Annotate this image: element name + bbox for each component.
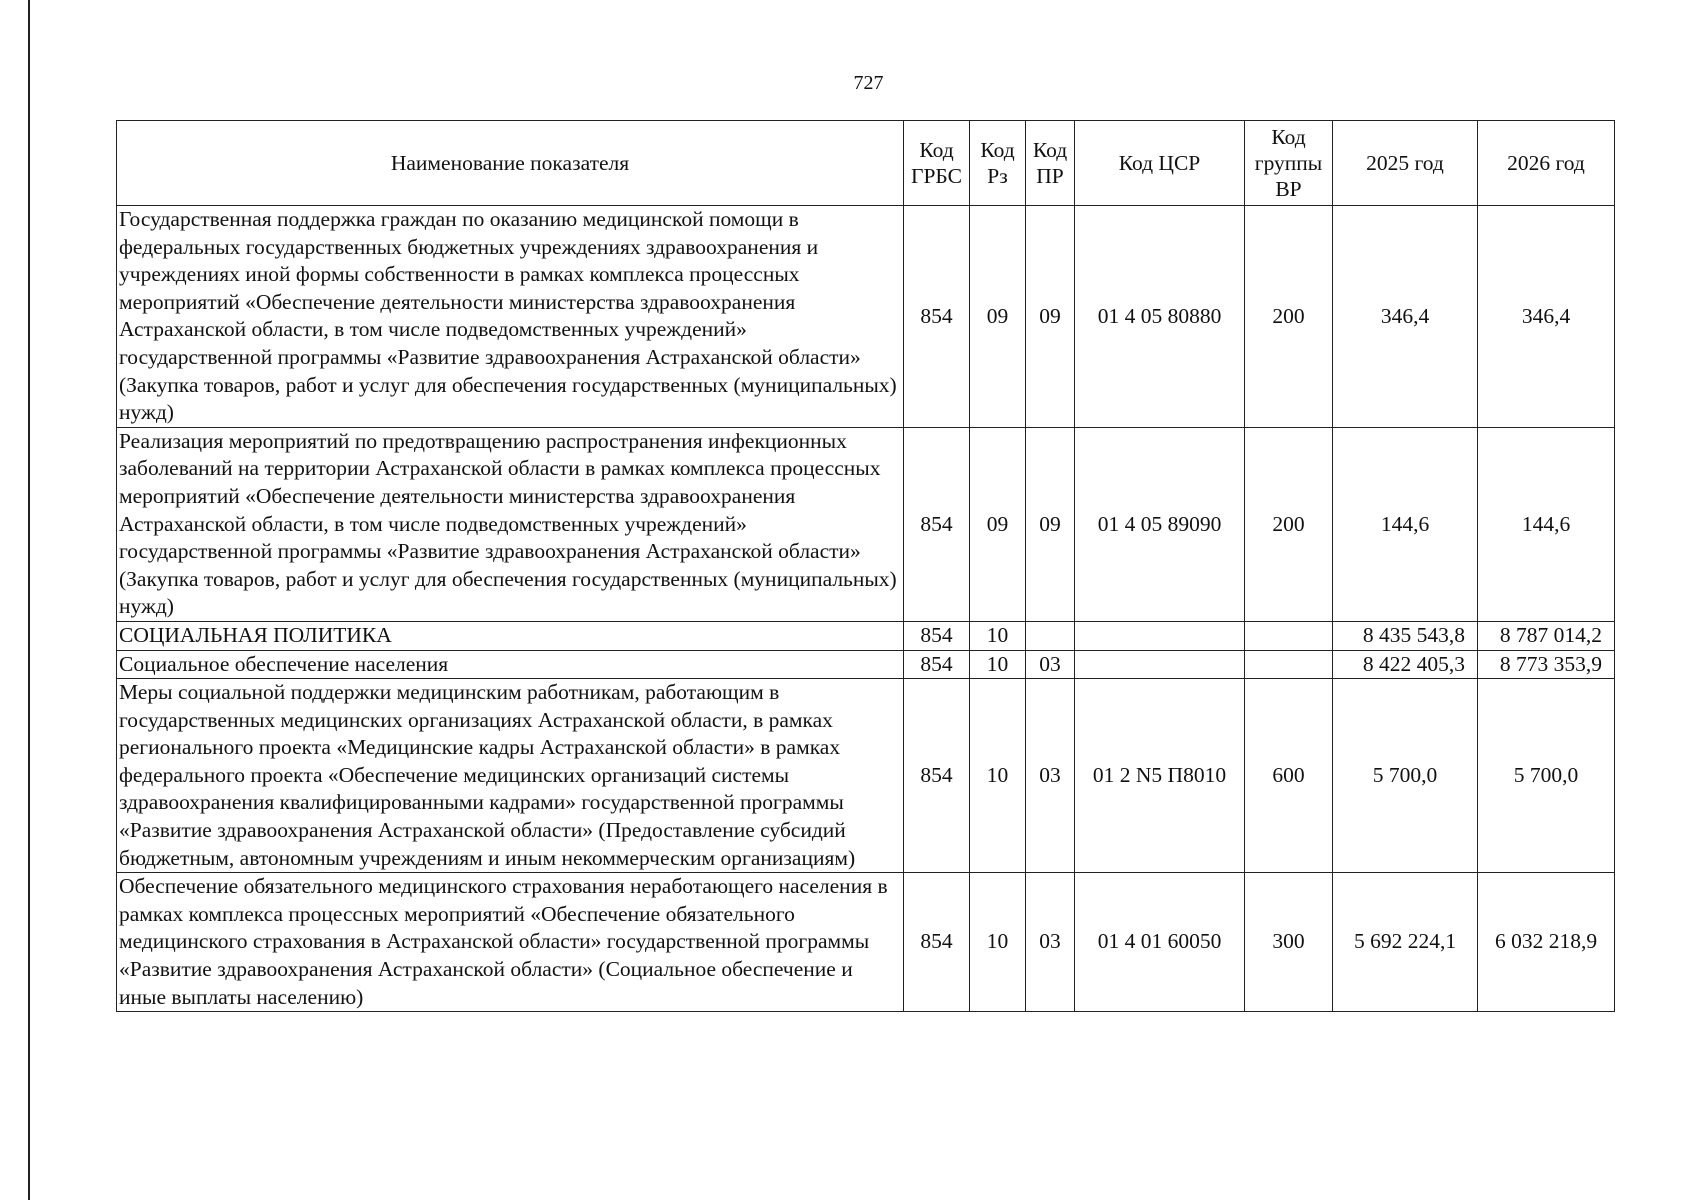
budget-table [116, 120, 1615, 1012]
row-csr [1075, 650, 1245, 679]
table-body [117, 206, 1615, 1012]
row-pr: 03 [1026, 873, 1075, 1012]
row-vr: 600 [1245, 679, 1333, 873]
row-grbs: 854 [904, 621, 970, 650]
row-grbs: 854 [904, 427, 970, 621]
row-csr [1075, 621, 1245, 650]
row-2026: 6 032 218,9 [1478, 873, 1615, 1012]
row-2026: 346,4 [1478, 206, 1615, 428]
row-vr [1245, 621, 1333, 650]
row-vr: 200 [1245, 206, 1333, 428]
row-grbs: 854 [904, 206, 970, 428]
header-row [117, 121, 1615, 206]
row-rz: 10 [970, 621, 1026, 650]
row-rz: 10 [970, 873, 1026, 1012]
header-grbs: Код ГРБС [904, 121, 970, 206]
row-csr: 01 4 05 80880 [1075, 206, 1245, 428]
row-name: Обеспечение обязательного медицинского страхования неработающего населения в рамках комплекса процессных мероприятий «Обеспечение обязательного медицинского страхования в Астраханской области» государственной программы «Развитие здравоохранения Астраханской области» (Социальное обеспечение и иные выплаты населению) [117, 873, 904, 1012]
row-pr [1026, 621, 1075, 650]
row-name: СОЦИАЛЬНАЯ ПОЛИТИКА [117, 621, 904, 650]
row-grbs: 854 [904, 873, 970, 1012]
row-2025: 346,4 [1333, 206, 1478, 428]
table-row [117, 427, 1615, 621]
header-rz: Код Рз [970, 121, 1026, 206]
table-header [117, 121, 1615, 206]
row-2025: 8 435 543,8 [1333, 621, 1478, 650]
row-pr: 03 [1026, 679, 1075, 873]
row-pr: 09 [1026, 427, 1075, 621]
row-name: Государственная поддержка граждан по оказанию медицинской помощи в федеральных государственных бюджетных учреждениях здравоохранения и учреждениях иной формы собственности в рамках комплекса процессных мероприятий «Обеспечение деятельности министерства здравоохранения Астраханской области, в том числе подведомственных учреждений» государственной программы «Развитие здравоохранения Астраханской области» (Закупка товаров, работ и услуг для обеспечения государственных (муниципальных) нужд) [117, 206, 904, 428]
table-row [117, 206, 1615, 428]
table-row [117, 650, 1615, 679]
header-csr: Код ЦСР [1075, 121, 1245, 206]
row-name: Меры социальной поддержки медицинским работникам, работающим в государственных медицинских организациях Астраханской области, в рамках регионального проекта «Медицинские кадры Астраханской области» в рамках федерального проекта «Обеспечение медицинских организаций системы здравоохранения квалифицированными кадрами» государственной программы «Развитие здравоохранения Астраханской области» (Предоставление субсидий бюджетным, автономным учреждениям и иным некоммерческим организациям) [117, 679, 904, 873]
table-row [117, 679, 1615, 873]
row-rz: 09 [970, 206, 1026, 428]
row-csr: 01 2 N5 П8010 [1075, 679, 1245, 873]
row-vr [1245, 650, 1333, 679]
row-name: Реализация мероприятий по предотвращению распространения инфекционных заболеваний на территории Астраханской области в рамках комплекса процессных мероприятий «Обеспечение деятельности министерства здравоохранения Астраханской области, в том числе подведомственных учреждений» государственной программы «Развитие здравоохранения Астраханской области» (Закупка товаров, работ и услуг для обеспечения государственных (муниципальных) нужд) [117, 427, 904, 621]
header-vr: Код группы ВР [1245, 121, 1333, 206]
header-2025: 2025 год [1333, 121, 1478, 206]
row-name: Социальное обеспечение населения [117, 650, 904, 679]
table-row [117, 621, 1615, 650]
row-2026: 8 773 353,9 [1478, 650, 1615, 679]
row-2025: 144,6 [1333, 427, 1478, 621]
row-2025: 5 692 224,1 [1333, 873, 1478, 1012]
row-2026: 8 787 014,2 [1478, 621, 1615, 650]
header-name: Наименование показателя [117, 121, 904, 206]
row-vr: 200 [1245, 427, 1333, 621]
row-grbs: 854 [904, 650, 970, 679]
row-2026: 144,6 [1478, 427, 1615, 621]
table-row [117, 873, 1615, 1012]
row-pr: 09 [1026, 206, 1075, 428]
row-csr: 01 4 01 60050 [1075, 873, 1245, 1012]
header-pr: Код ПР [1026, 121, 1075, 206]
row-2025: 8 422 405,3 [1333, 650, 1478, 679]
row-vr: 300 [1245, 873, 1333, 1012]
header-2026: 2026 год [1478, 121, 1615, 206]
row-csr: 01 4 05 89090 [1075, 427, 1245, 621]
row-pr: 03 [1026, 650, 1075, 679]
binding-margin-line [28, 0, 30, 1200]
row-2026: 5 700,0 [1478, 679, 1615, 873]
row-2025: 5 700,0 [1333, 679, 1478, 873]
row-rz: 10 [970, 679, 1026, 873]
row-rz: 09 [970, 427, 1026, 621]
page-number: 727 [853, 72, 884, 94]
row-grbs: 854 [904, 679, 970, 873]
row-rz: 10 [970, 650, 1026, 679]
